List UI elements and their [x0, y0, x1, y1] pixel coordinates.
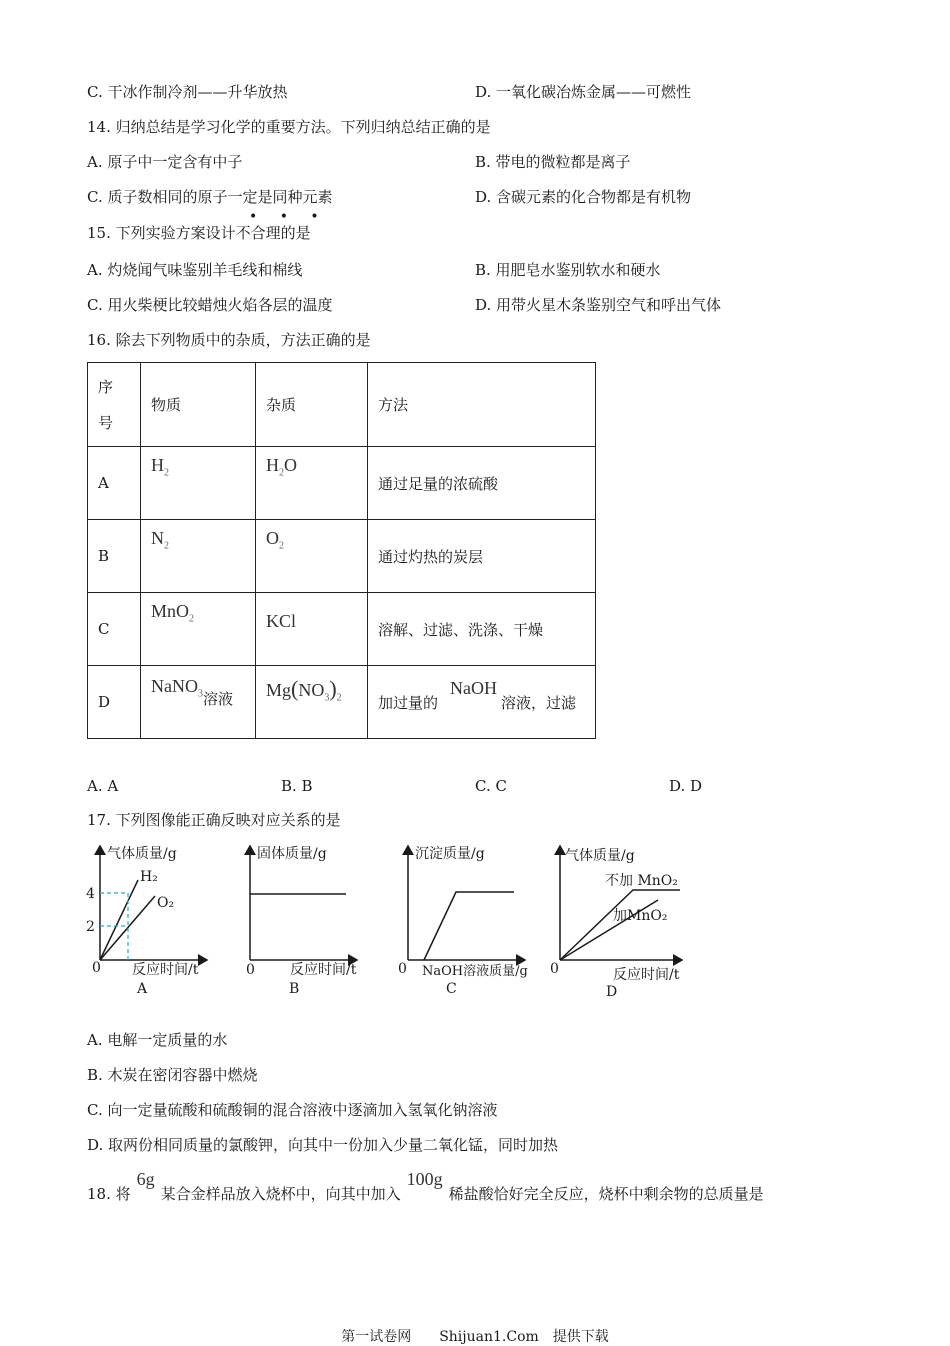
q17-option-d: D. 取两份相同质量的氯酸钾，向其中一份加入少量二氧化锰，同时加热: [87, 1136, 559, 1154]
header-substance: 物质: [141, 363, 256, 447]
q14-option-a: A. 原子中一定含有中子: [87, 153, 243, 171]
graph-a-letter: A: [137, 981, 148, 997]
q15-stem: 15. 下列实验方案设计不合理的是: [87, 224, 311, 242]
formula: $O_2$: [266, 528, 284, 552]
substance-cell: [141, 520, 256, 593]
header-method: 方法: [368, 363, 596, 447]
q16-option-b: B. B: [281, 777, 313, 795]
graph-c-xlabel: NaOH溶液质量/g: [422, 964, 528, 979]
page-footer: 第一试卷网 Shijuan1.Com 提供下载: [341, 1329, 609, 1345]
q15-option-b: B. 用肥皂水鉴别软水和硬水: [475, 261, 661, 279]
q18-part2: 某合金样品放入烧杯中，向其中加入: [160, 1185, 401, 1203]
formula: $Mg(NO_3)_2$: [266, 676, 342, 704]
graph-d-origin: 0: [550, 961, 559, 977]
graph-c-letter: C: [446, 981, 457, 997]
q17-option-c: C. 向一定量硫酸和硫酸铜的混合溶液中逐滴加入氢氧化钠溶液: [87, 1101, 498, 1119]
table-row: [88, 666, 596, 739]
precipitate-line: [424, 892, 514, 960]
graph-d-letter: D: [606, 984, 618, 1000]
method-cell: [368, 666, 596, 739]
q17-option-a: A. 电解一定质量的水: [87, 1031, 228, 1049]
q14-option-c: C. 质子数相同的原子一定是同种元素: [87, 188, 333, 206]
graph-b-xlabel: 反应时间/t: [290, 962, 357, 978]
impurity-cell: [256, 666, 368, 739]
q15-option-c: C. 用火柴梗比较蜡烛火焰各层的温度: [87, 296, 333, 314]
formula: $H_2$: [151, 455, 169, 479]
q18-part3: 稀盐酸恰好完全反应，烧杯中剩余物的总质量是: [448, 1185, 764, 1203]
row-id: D: [88, 666, 141, 739]
q14-option-b: B. 带电的微粒都是离子: [475, 153, 631, 171]
graph-d-ylabel: 气体质量/g: [565, 848, 635, 864]
h2-line: [100, 880, 138, 960]
row-id: A: [88, 447, 141, 520]
graph-d-xlabel: 反应时间/t: [613, 967, 680, 983]
impurity-cell: [256, 593, 368, 666]
graph-a-origin: 0: [92, 960, 101, 976]
header-seq-line2: 号: [98, 413, 114, 432]
q16-option-d: D. D: [669, 777, 703, 795]
graph-d-label-no-mno2: 不加 MnO₂: [605, 873, 678, 889]
q16-option-a: A. A: [87, 777, 119, 795]
graph-b-letter: B: [289, 981, 300, 997]
method-post: 溶液，过滤: [501, 693, 577, 712]
graph-c-origin: 0: [398, 961, 407, 977]
method-cell: 溶解、过滤、洗涤、干燥: [368, 593, 596, 666]
q18-stem: [87, 1169, 764, 1204]
q17-graphs: [0, 836, 950, 1006]
o2-label: O₂: [157, 895, 175, 911]
graph-a-tick-4: 4: [86, 886, 95, 902]
q15-option-d: D. 用带火星木条鉴别空气和呼出气体: [475, 296, 722, 314]
substance-cell: [141, 593, 256, 666]
formula: $H_2O$: [266, 455, 297, 479]
graph-a: [86, 845, 207, 997]
impurity-cell: [256, 447, 368, 520]
graph-c-ylabel: 沉淀质量/g: [415, 846, 485, 862]
h2-label: H₂: [140, 869, 158, 885]
method-cell: 通过足量的浓硫酸: [368, 447, 596, 520]
q16-option-c: C. C: [475, 777, 507, 795]
graph-d: [550, 846, 682, 1000]
substance-cell: [141, 447, 256, 520]
q17-option-b: B. 木炭在密闭容器中燃烧: [87, 1066, 258, 1084]
table-row: [88, 447, 596, 520]
row-id: C: [88, 593, 141, 666]
graph-b-ylabel: 固体质量/g: [257, 846, 327, 862]
q17-stem: 17. 下列图像能正确反映对应关系的是: [87, 811, 341, 829]
header-seq-line1: 序: [98, 377, 114, 396]
emphasis-dots: • • •: [249, 209, 328, 225]
q16-stem: 16. 除去下列物质中的杂质，方法正确的是: [87, 331, 371, 349]
formula: $N_2$: [151, 528, 169, 552]
table-row: [88, 520, 596, 593]
substance-cell: [141, 666, 256, 739]
graph-a-xlabel: 反应时间/t: [132, 962, 199, 978]
method-cell: 通过灼热的炭层: [368, 520, 596, 593]
graph-c: [398, 846, 528, 997]
q18-mass1: 6g: [136, 1169, 155, 1189]
q15-option-a: A. 灼烧闻气味鉴别羊毛线和棉线: [87, 261, 303, 279]
formula: NaOH: [450, 677, 498, 698]
q18-part1: 18. 将: [87, 1185, 131, 1203]
q13-option-c: C. 干冰作制冷剂——升华放热: [87, 83, 288, 101]
method-pre: 加过量的: [378, 693, 439, 712]
impurity-cell: [256, 520, 368, 593]
q14-stem: 14. 归纳总结是学习化学的重要方法。下列归纳总结正确的是: [87, 118, 491, 136]
graph-a-tick-2: 2: [86, 919, 95, 935]
solution-suffix: 溶液: [203, 690, 234, 708]
q13-option-d: D. 一氧化碳冶炼金属——可燃性: [475, 83, 692, 101]
table-header-row: [88, 363, 596, 447]
graph-d-label-mno2: 加MnO₂: [613, 908, 668, 924]
graph-a-ylabel: 气体质量/g: [107, 846, 177, 862]
formula: KCl: [266, 611, 297, 631]
header-impurity: 杂质: [256, 363, 368, 447]
q18-mass2: 100g: [406, 1169, 443, 1189]
table-row: [88, 593, 596, 666]
formula: MnO$_2$: [151, 601, 195, 625]
q14-option-d: D. 含碳元素的化合物都是有机物: [475, 188, 692, 206]
row-id: B: [88, 520, 141, 593]
graph-b-origin: 0: [246, 962, 255, 978]
formula: NaNO$_3$: [151, 676, 203, 700]
header-seq: [88, 363, 141, 447]
impurity-table: [87, 362, 596, 739]
graph-b: [246, 845, 357, 997]
